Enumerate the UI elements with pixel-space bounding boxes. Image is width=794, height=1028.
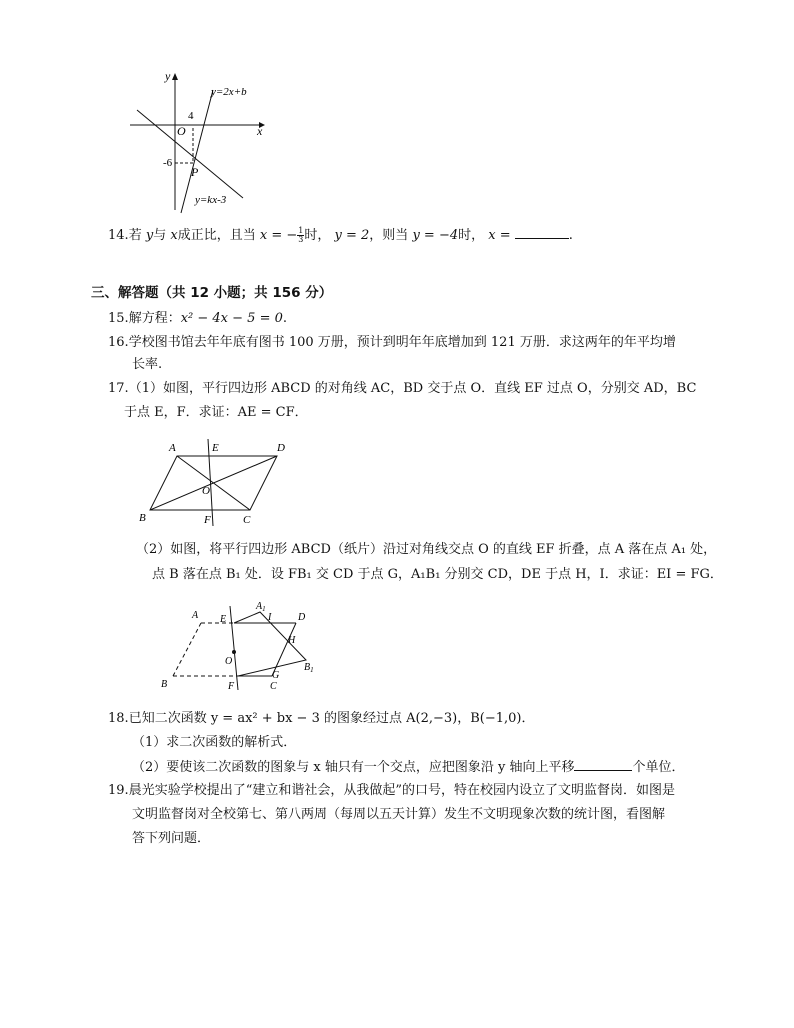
q15-end: .: [282, 311, 288, 326]
linear-functions-graph: [125, 68, 275, 216]
fig1-label-d: D: [277, 442, 285, 454]
fig2-label-h: H: [288, 635, 296, 646]
question-16-line2: 长率.: [132, 357, 163, 372]
q14-equation: x =: [488, 228, 511, 243]
fig2-label-a1-sub: 1: [262, 605, 266, 613]
fig2-label-i: I: [268, 612, 272, 623]
q16-number: 16.: [108, 335, 129, 350]
fig2-label-e: E: [220, 614, 227, 625]
q14-text: 时，: [304, 228, 331, 243]
fig1-label-a: A: [169, 442, 176, 454]
q15-text: 解方程：: [128, 311, 181, 326]
q18-text: 已知二次函数 y = ax² + bx − 3 的图象经过点 A(2,−3)，B(−1,0)．: [128, 711, 535, 726]
question-18-part1: （1）求二次函数的解析式．: [132, 735, 297, 750]
q17-part1-text: （1）如图，平行四边形 ABCD 的对角线 AC，BD 交于点 O．直线 EF 过点 O，分别交 AD，BC: [128, 381, 697, 396]
parallelogram-figure-1: [135, 434, 295, 530]
q18-answer-blank[interactable]: [574, 758, 632, 771]
q14-answer-blank[interactable]: [515, 226, 569, 239]
q19-text: 晨光实验学校提出了“建立和谐社会，从我做起”的口号，特在校园内设立了文明监督岗．如图是: [128, 783, 675, 798]
q14-number: 14.: [108, 228, 129, 243]
question-17-part2-line2: 点 B 落在点 B₁ 处．设 FB₁ 交 CD 于点 G，A₁B₁ 分别交 CD，DE 于点 H，I．求证：EI = FG．: [152, 567, 723, 582]
q18-number: 18.: [108, 711, 129, 726]
fig2-label-c: C: [270, 681, 277, 692]
fig1-label-c: C: [243, 514, 251, 526]
fig2-label-b1: [304, 662, 314, 674]
q18-part2-text: （2）要使该二次函数的图象与 x 轴只有一个交点，应把图象沿 y 轴向上平移: [132, 760, 575, 775]
graph-tick-neg6: -6: [163, 157, 173, 169]
fig2-label-d: D: [298, 612, 306, 623]
q18-part2-text-end: 个单位．: [632, 760, 685, 775]
question-17-line2: 于点 E，F．求证：AE = CF．: [124, 405, 308, 420]
fig1-label-e: E: [212, 442, 219, 454]
q14-equation: y = 2: [334, 228, 370, 243]
q17-number: 17.: [108, 381, 129, 396]
graph-y-label: y: [165, 69, 171, 83]
q14-var: x: [170, 228, 178, 243]
question-15: [108, 310, 287, 328]
question-19-line2: 文明监督岗对全校第七、第八两周（每周以五天计算）发生不文明现象次数的统计图，看图解: [132, 807, 666, 822]
fig2-label-a: A: [192, 610, 199, 621]
question-18-line1: [108, 710, 534, 728]
q14-text: 成正比，且当: [177, 228, 256, 243]
fig1-label-o: O: [202, 485, 210, 497]
graph-tick-4: 4: [188, 110, 194, 122]
q14-text: 时，: [458, 228, 485, 243]
section-3-title: 三、解答题（共 12 小题；共 156 分）: [91, 285, 333, 301]
q14-text: 若: [128, 228, 142, 243]
graph-line1-label: y=2x+b: [211, 86, 247, 98]
graph-point-p: P: [191, 165, 199, 179]
frac-denominator: 3: [298, 235, 304, 244]
q19-number: 19.: [108, 783, 129, 798]
question-19-line3: 答下列问题．: [132, 831, 211, 846]
question-18-part2: [132, 758, 685, 777]
fig2-label-f: F: [228, 681, 235, 692]
q14-end: .: [568, 228, 573, 243]
q14-text: 与: [153, 228, 167, 243]
q16-text: 学校图书馆去年年底有图书 100 万册，预计到明年年底增加到 121 万册．求这两年的年平均增: [128, 335, 676, 350]
q14-text: ，则当: [369, 228, 409, 243]
folded-parallelogram-figure-2: [156, 598, 326, 694]
fig2-label-o: O: [225, 656, 233, 667]
graph-x-label: x: [257, 124, 263, 138]
fig2-label-b: B: [161, 679, 168, 690]
q15-equation: x² − 4x − 5 = 0: [180, 311, 283, 326]
question-16-line1: [108, 334, 676, 352]
q14-var: y: [145, 228, 154, 243]
graph-line2-label: y=kx-3: [195, 194, 227, 206]
question-19-line1: [108, 782, 675, 800]
frac-numerator: 1: [298, 226, 304, 235]
question-17-line1: [108, 380, 696, 398]
q14-equation: y = −4: [412, 228, 459, 243]
graph-origin-label: O: [177, 124, 186, 138]
question-14: [108, 226, 573, 245]
q14-equation: x = −: [259, 228, 298, 243]
fig2-label-a1: [255, 601, 266, 613]
fig1-label-b: B: [139, 512, 146, 524]
fig2-label-a1-main: A: [256, 601, 263, 612]
fig2-label-b1-main: B: [304, 662, 311, 673]
fig1-label-f: F: [204, 514, 211, 526]
question-17-part2-line1: （2）如图，将平行四边形 ABCD（纸片）沿过对角线交点 O 的直线 EF 折叠，点 A 落在点 A₁ 处，: [136, 542, 717, 557]
fig2-label-g: G: [272, 670, 280, 681]
q15-number: 15.: [108, 311, 129, 326]
fig2-label-b1-sub: 1: [310, 666, 314, 674]
